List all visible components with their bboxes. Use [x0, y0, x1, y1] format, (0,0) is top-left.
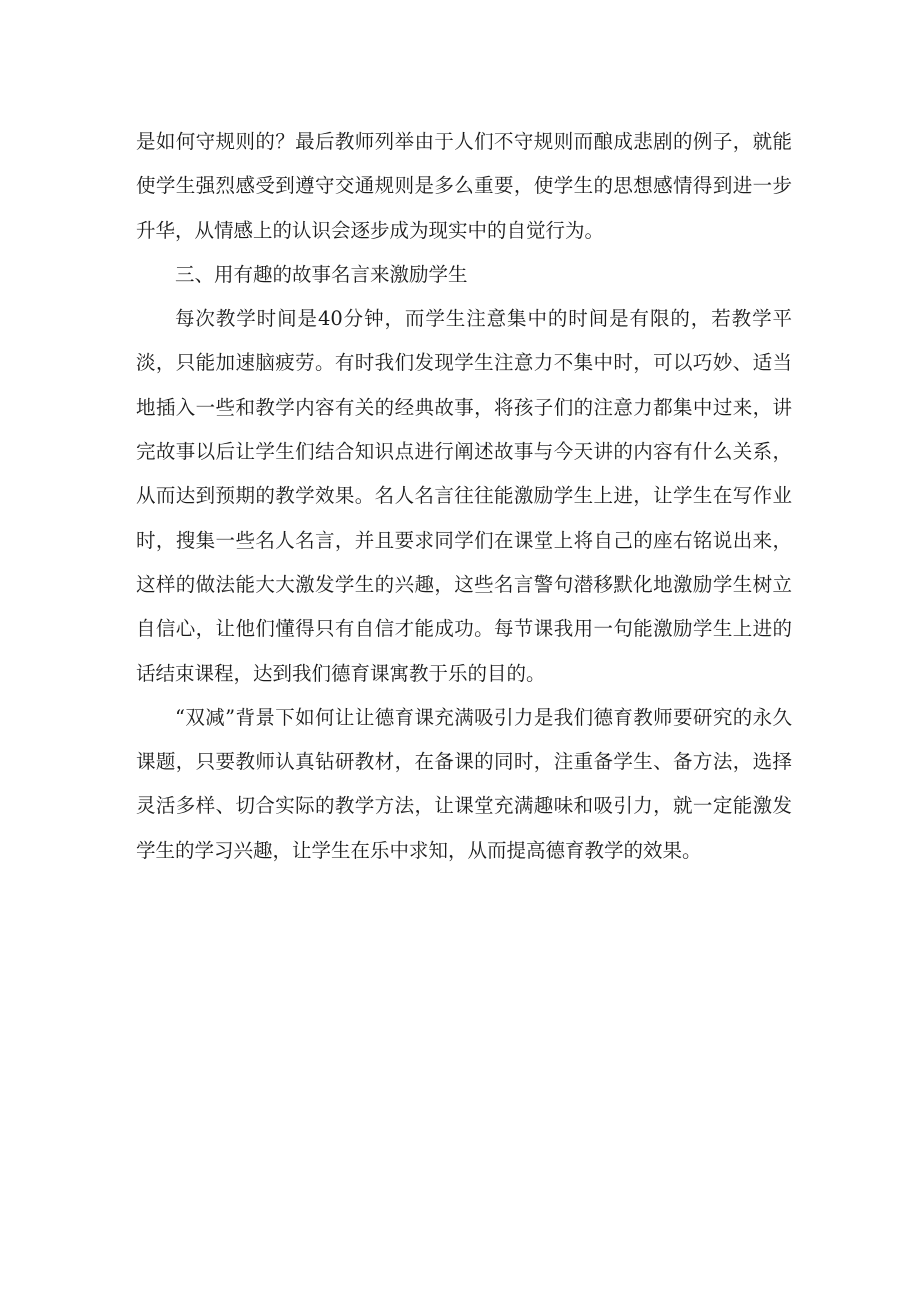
paragraph-conclusion: “双减”背景下如何让让德育课充满吸引力是我们德育教师要研究的永久课题，只要教师认真钻研教材，在备课的同时，注重备学生、备方法，选择灵活多样、切合实际的教学方法，让课堂充满趣味和吸引力，就一定能激发学生的学习兴趣，让学生在乐中求知，从而提高德育教学的效果。 — [136, 705, 792, 862]
paragraph-continuation: 是如何守规则的？最后教师列举由于人们不守规则而酿成悲剧的例子，就能使学生强烈感受到遵守交通规则是多么重要，使学生的思想感情得到进一步升华，从情感上的认识会逐步成为现实中的自觉行为。 — [136, 130, 792, 242]
document-body — [136, 120, 792, 873]
paragraph-stories-quotes: 每次教学时间是40分钟，而学生注意集中的时间是有限的，若教学平淡，只能加速脑疲劳。有时我们发现学生注意力不集中时，可以巧妙、适当地插入一些和教学内容有关的经典故事，将孩子们的注意力都集中过来，讲完故事以后让学生们结合知识点进行阐述故事与今天讲的内容有什么关系，从而达到预期的教学效果。名人名言往往能激励学生上进，让学生在写作业时，搜集一些名人名言，并且要求同学们在课堂上将自己的座右铭说出来，这样的做法能大大激发学生的兴趣，这些名言警句潜移默化地激励学生树立自信心，让他们懂得只有自信才能成功。每节课我用一句能激励学生上进的话结束课程，达到我们德育课寓教于乐的目的。 — [136, 307, 792, 685]
section-heading-3: 三、用有趣的故事名言来激励学生 — [175, 262, 468, 286]
